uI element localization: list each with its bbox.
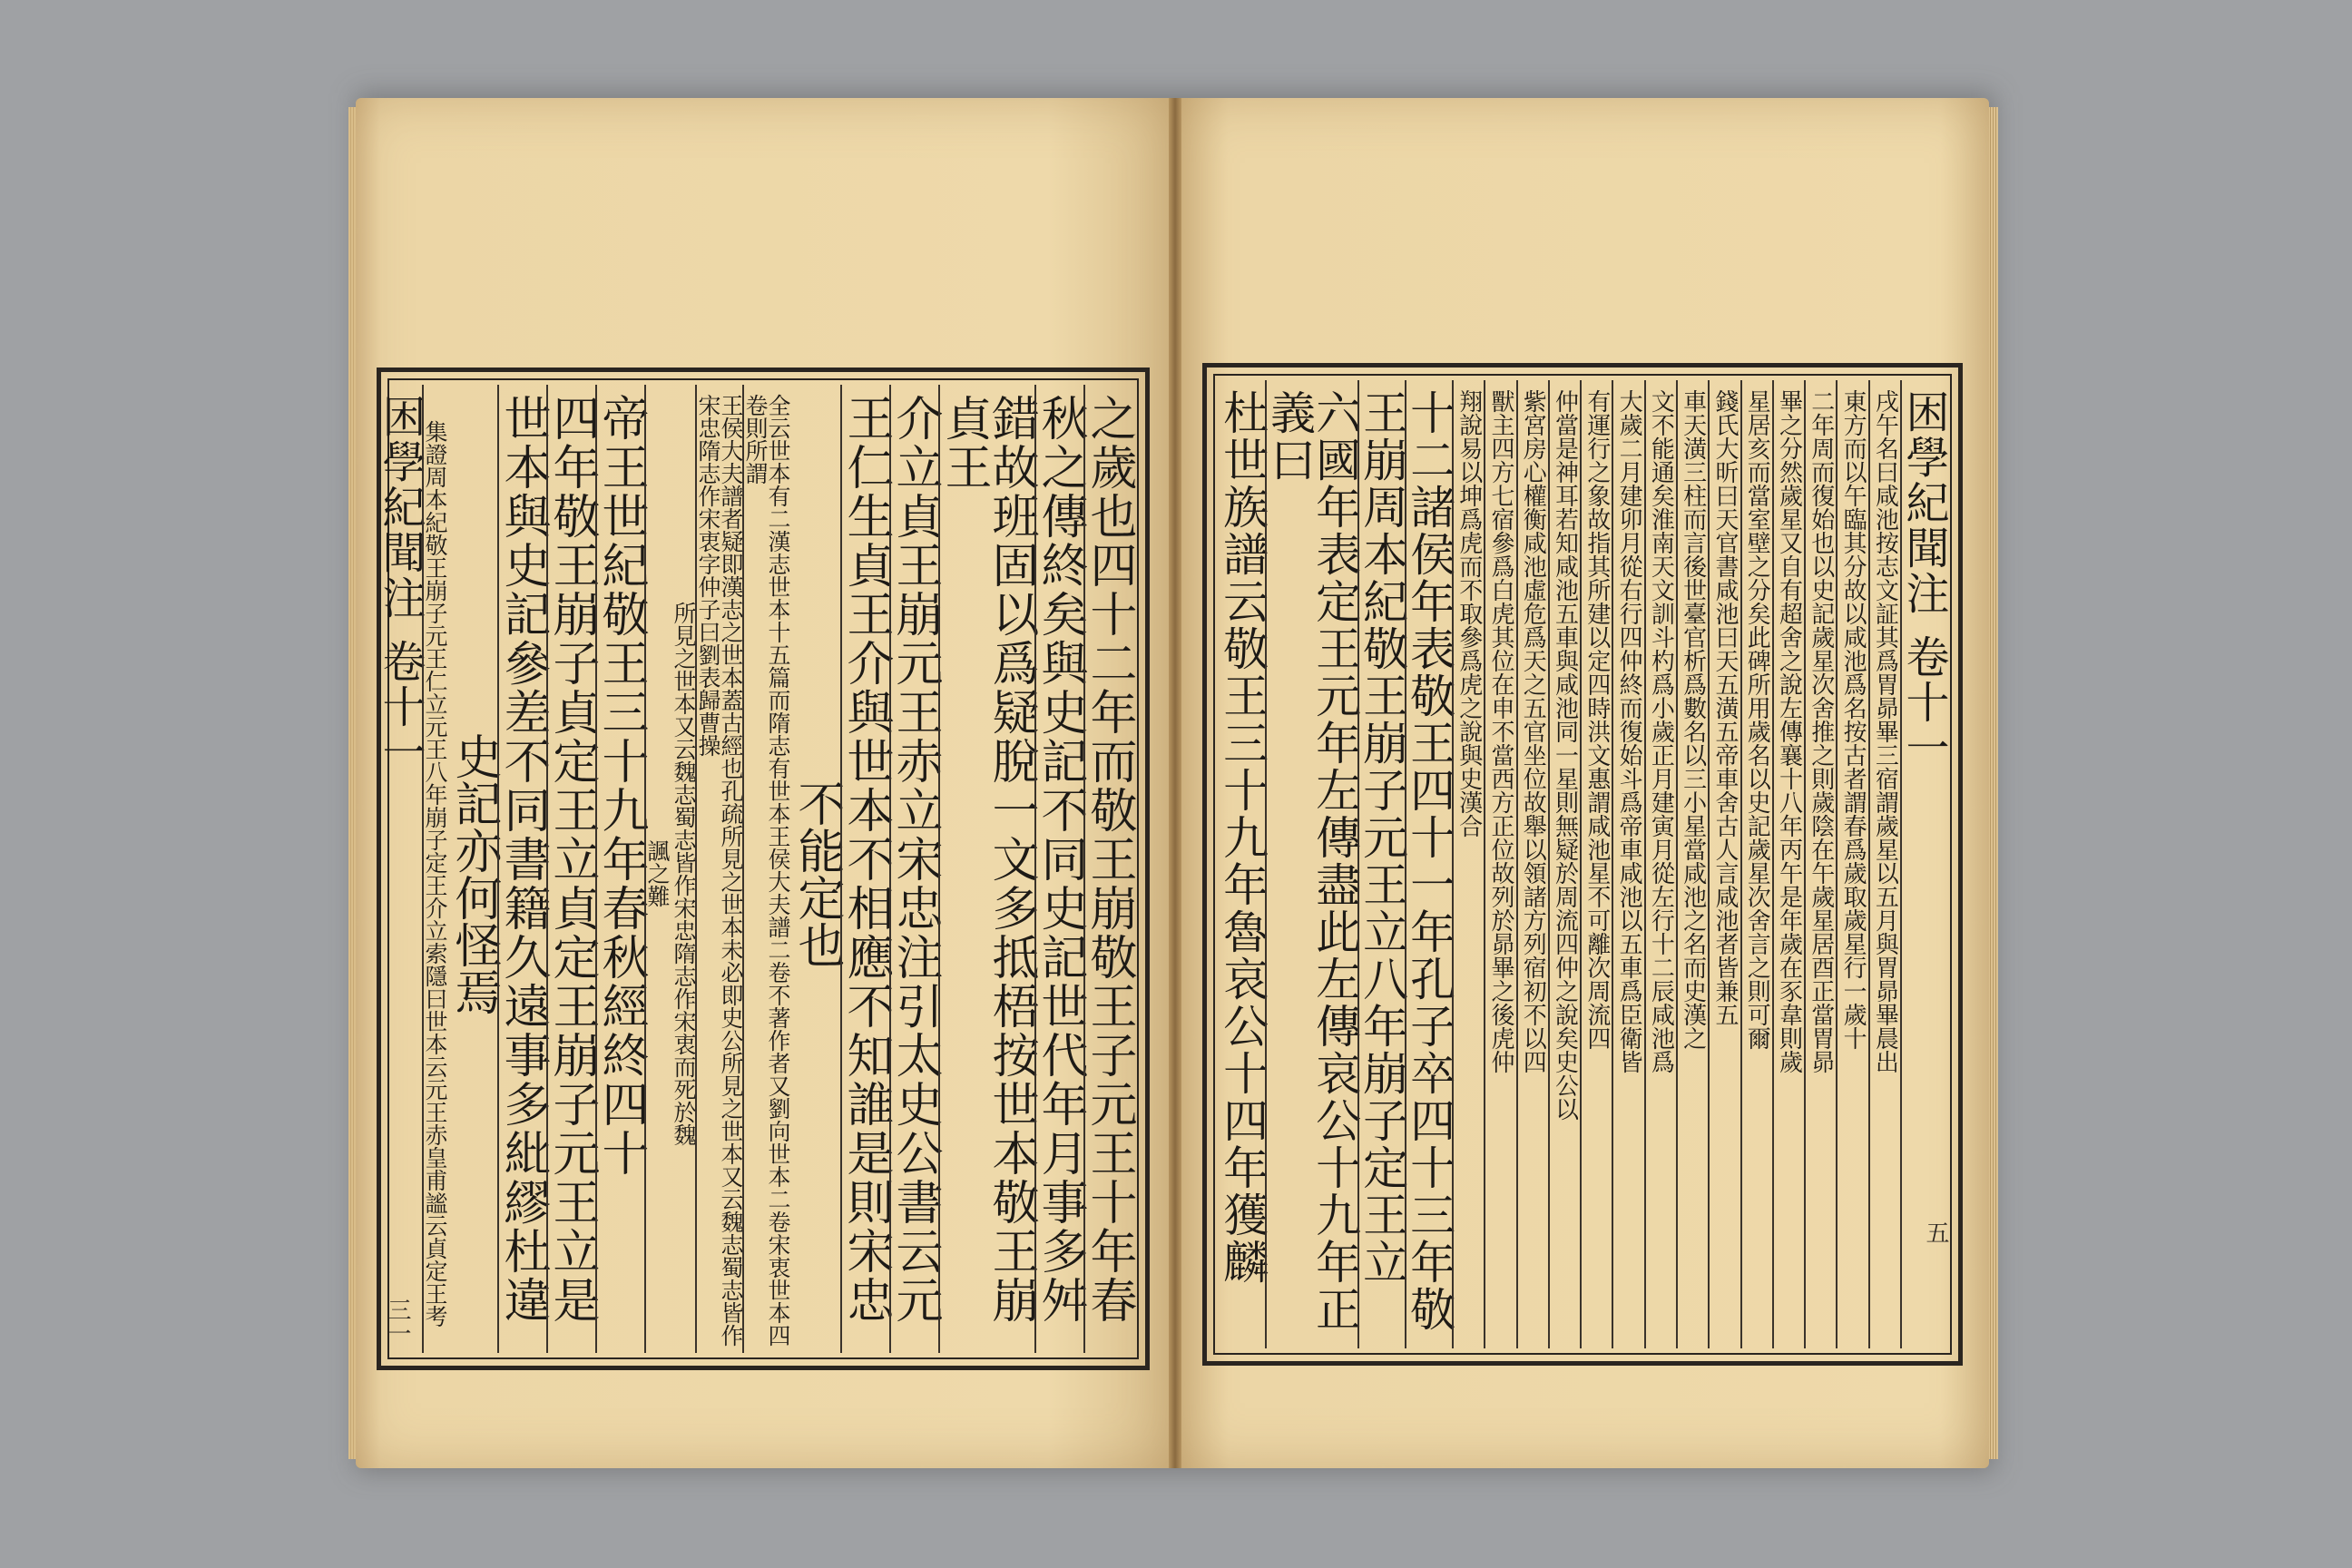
column-note: 所見之世本又云魏志蜀志皆作宋忠隋志作宋衷而死於魏 xyxy=(671,601,697,1146)
left-text-frame xyxy=(377,368,1150,1370)
volume-label: 卷十一 xyxy=(375,639,426,775)
text-column-small xyxy=(1740,380,1772,1348)
column-text: 帝王世紀敬王三十九年春秋經終四十 xyxy=(593,394,648,1178)
text-column xyxy=(495,385,550,1353)
running-title-column xyxy=(1898,380,1949,1348)
running-title: 困學紀聞注 xyxy=(1898,389,1949,616)
text-column-small xyxy=(1644,380,1676,1348)
column-note: 全云世本有二漢志世本十五篇而隋志有世本王侯大夫譜二卷不著作者又劉向世本二卷宋衷世本四卷則所謂 xyxy=(742,394,791,1347)
text-column xyxy=(544,385,599,1353)
column-text: 杜世族譜云敬王三十九年魯哀公十四年獲麟 xyxy=(1216,389,1269,1286)
column-note: 諷之難 xyxy=(644,839,671,907)
folio-number-right: 五 xyxy=(1922,1220,1949,1244)
column-text: 六國年表定王元年左傳盡此左傳哀公十九年正義曰 xyxy=(1263,389,1362,1333)
column-note: 獸主四方七宿參爲白虎其位在申不當西方正位故列於昴畢之後虎仲 xyxy=(1486,389,1514,1073)
column-note: 翔說易以坤爲虎而不取參爲虎之說與史漢合 xyxy=(1455,389,1483,838)
text-column-small xyxy=(1708,380,1740,1348)
text-column-mixed xyxy=(422,385,501,1353)
book-gutter xyxy=(1169,98,1181,1468)
column-text: 王崩周本紀敬王崩子元王立八年崩子定王立 xyxy=(1356,389,1409,1286)
text-column xyxy=(887,385,942,1353)
text-column xyxy=(1082,385,1136,1353)
volume-label: 卷十一 xyxy=(1898,634,1949,770)
column-text: 王仁生貞王介與世本不相應不知誰是則宋忠 xyxy=(838,394,893,1325)
text-column-small xyxy=(1804,380,1836,1348)
column-note: 集證周本紀敬王崩子元王仁立元王八年崩子定王介立索隱曰世本云元王赤皇甫謐云貞定王考 xyxy=(422,419,448,1328)
text-column-small xyxy=(1772,380,1804,1348)
right-text-frame xyxy=(1202,363,1963,1366)
text-column xyxy=(1216,380,1269,1348)
column-text: 秋之傳終矣與史記不同史記世代年月事多舛 xyxy=(1033,394,1087,1325)
column-note: 文不能通矣淮南天文訓斗杓爲小歲正月建寅月從左行十二辰咸池爲 xyxy=(1647,389,1675,1073)
column-note: 大歲二月建卯月從右行四仲終而復始斗爲帝車咸池以五車爲臣衛皆 xyxy=(1615,389,1643,1073)
right-columns xyxy=(1216,380,1949,1348)
column-note: 戌午名曰咸池按志文証其爲胃昴畢三宿謂歲星以五月與胃昴畢晨出 xyxy=(1871,389,1899,1073)
text-column-small xyxy=(1548,380,1580,1348)
text-column-small xyxy=(1676,380,1708,1348)
column-note: 紫宮房心權衡咸池虛危爲天之五官坐位故舉以領諸方列宿初不以四 xyxy=(1519,389,1547,1073)
column-note: 畢之分然歲星又自有超舍之說左傳襄十八年丙午是年歲在豕韋則歲 xyxy=(1775,389,1803,1073)
column-text: 之歲也四十二年而敬王崩敬王子元王十年春 xyxy=(1082,394,1136,1325)
text-column-small xyxy=(1484,380,1515,1348)
column-note: 有運行之象故指其所建以定四時洪文惠謂咸池星不可離次周流四 xyxy=(1583,389,1611,1050)
running-title-column xyxy=(375,385,426,1353)
column-note: 仲當是神耳若知咸池五車與咸池同一星則無疑於周流四仲之說矣史公以 xyxy=(1551,389,1579,1121)
text-column-mixed xyxy=(695,385,742,1353)
text-column-small xyxy=(1516,380,1548,1348)
running-title: 困學紀聞注 xyxy=(375,394,426,621)
column-text: 介立貞王崩元王赤立宋忠注引太史公書云元 xyxy=(887,394,942,1325)
column-text: 十二諸侯年表敬王四十一年孔子卒四十三年敬 xyxy=(1403,389,1456,1333)
text-column-small xyxy=(1580,380,1612,1348)
text-column xyxy=(1356,380,1409,1348)
column-note: 王侯大夫譜者疑即漢志之世本蓋古經也孔疏所見之世本未必即史公所見之世本又云魏志蜀志皆作宋忠隋志作宋衷字仲子曰劉表歸曹操 xyxy=(695,394,744,1347)
text-column xyxy=(1033,385,1087,1353)
column-text: 世本與史記參差不同書籍久遠事多紕繆杜違 xyxy=(495,394,550,1325)
column-text: 四年敬王崩子貞定王立貞定王崩子元王立是 xyxy=(544,394,599,1325)
text-column xyxy=(838,385,893,1353)
folio-number-left: 三一 xyxy=(384,1298,411,1345)
column-note: 車天潢三柱而言後世臺官析爲數名以三小星當咸池之名而史漢之 xyxy=(1679,389,1707,1050)
column-text: 史記亦何怪焉 xyxy=(446,731,501,1015)
text-column xyxy=(1403,380,1456,1348)
text-column-mixed xyxy=(742,385,844,1353)
left-columns xyxy=(375,385,1136,1353)
text-column xyxy=(593,385,648,1353)
column-text: 錯故班固以爲疑脫一文多抵梧按世本敬王崩貞王 xyxy=(936,394,1038,1325)
text-column-small xyxy=(1868,380,1900,1348)
column-note: 星居亥而當室壁之分矣此碑所用歲名以史記歲星次舍言之則可爾 xyxy=(1743,389,1771,1050)
column-note: 錢氏大昕曰天官書咸池曰天五潢五帝車舍古人言咸池者皆兼五 xyxy=(1710,389,1739,1026)
text-column-mixed xyxy=(644,385,695,1353)
text-column-small xyxy=(1612,380,1643,1348)
column-note: 東方而以午臨其分故以咸池爲名按古者謂春爲歲取歲星行一歲十 xyxy=(1839,389,1867,1050)
text-column-small xyxy=(1836,380,1867,1348)
text-column xyxy=(936,385,1038,1353)
text-column xyxy=(1263,380,1362,1348)
text-column-small xyxy=(1452,380,1484,1348)
column-note: 二年周而復始也以史記歲星次舍推之則歲陰在午歲星居酉正當胃昴 xyxy=(1807,389,1835,1073)
column-text: 不能定也 xyxy=(789,779,844,968)
